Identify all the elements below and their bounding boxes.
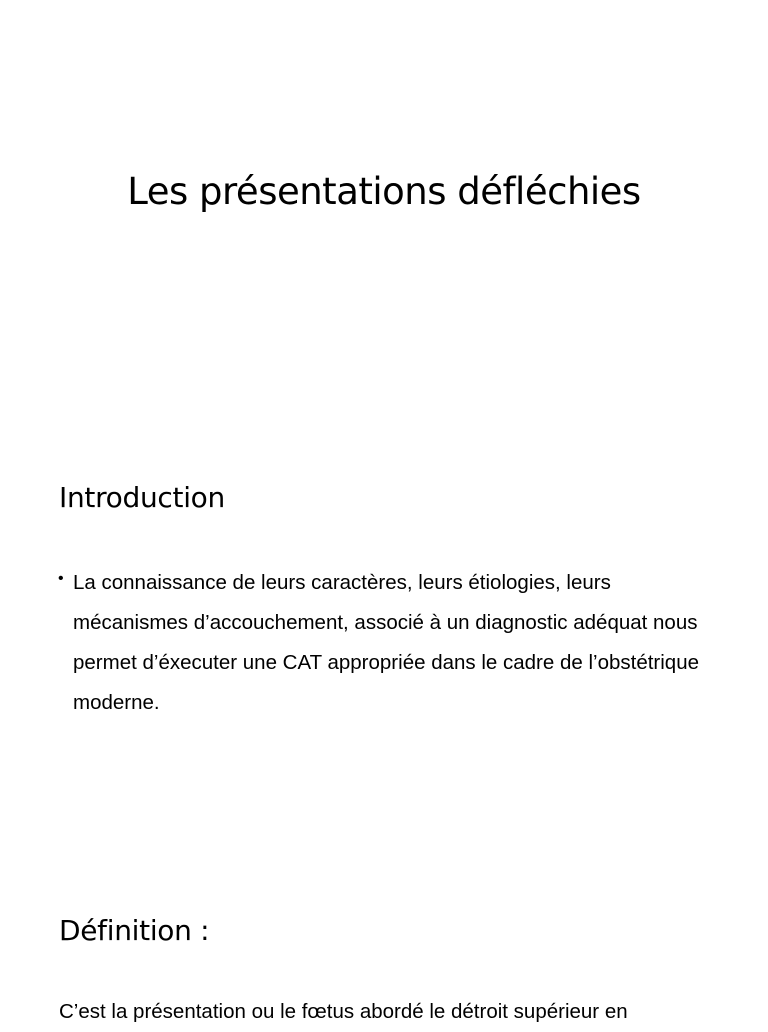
definition-heading: Définition : — [59, 914, 210, 947]
definition-text: C’est la présentation ou le fœtus abordé le détroit supérieur en — [59, 1000, 628, 1023]
introduction-bullet-list — [58, 563, 718, 723]
introduction-heading: Introduction — [59, 481, 225, 514]
bullet-icon: • — [58, 570, 64, 587]
document-title: Les présentations défléchies — [127, 170, 641, 213]
list-item — [58, 563, 718, 723]
bullet-text: La connaissance de leurs caractères, leurs étiologies, leurs mécanismes d’accouchement, associé à un diagnostic adéquat nous permet d’éxecuter une CAT appropriée dans le cadre de l’obstétrique moderne. — [73, 571, 700, 714]
